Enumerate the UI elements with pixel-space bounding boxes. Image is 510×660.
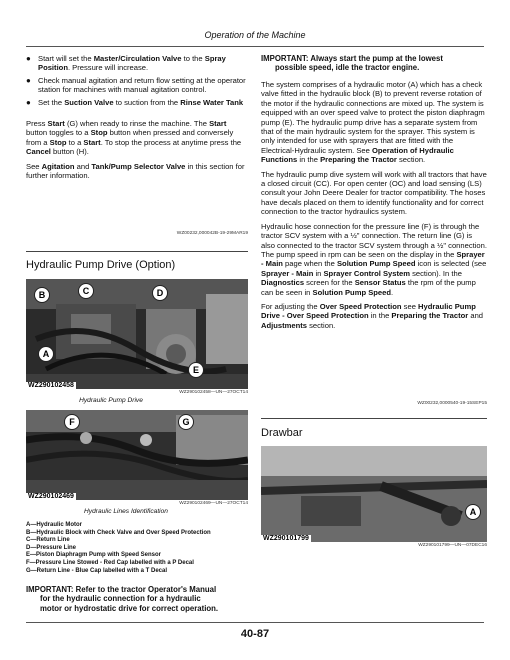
photo-code: WZ290102458 bbox=[28, 382, 74, 389]
compatibility-paragraph: The hydraulic pump dive system will work with all tractors that have a closed circuit (CC). For open center (OC) and load sensing (LS) consult your John Deere Dealer for tractor compatibility. The hoses have decals placed on them to identify functionality and for correct connection to the tractor hydraulics system. bbox=[261, 169, 487, 217]
callout-c: C bbox=[78, 283, 94, 299]
reference-code: WZ00232,0000540-19-15SEP15 bbox=[417, 401, 487, 406]
hydraulic-lines-photo bbox=[26, 410, 248, 500]
callout-f: F bbox=[64, 414, 80, 430]
left-column-text bbox=[26, 54, 248, 185]
photo-code: WZ290101799 bbox=[263, 535, 309, 542]
legend-item: C—Return Line bbox=[26, 537, 70, 544]
page-number: 40-87 bbox=[240, 628, 270, 640]
photo-caption: Hydraulic Pump Drive bbox=[79, 397, 143, 404]
legend-item: D—Pressure Line bbox=[26, 544, 77, 551]
callout-e: E bbox=[188, 362, 204, 378]
bullet-list bbox=[26, 54, 248, 107]
photo-reference: WZ290102469—UN—27OCT14 bbox=[179, 501, 248, 506]
component-legend bbox=[26, 522, 266, 575]
callout-b: B bbox=[34, 287, 50, 303]
section-title-hydraulic-pump-drive: Hydraulic Pump Drive (Option) bbox=[26, 259, 176, 271]
section-title-drawbar: Drawbar bbox=[261, 427, 303, 439]
callout-a: A bbox=[465, 504, 481, 520]
hydraulic-pump-drive-photo bbox=[26, 279, 248, 389]
reference-code: WZ00232,000042B-19-29MAR19 bbox=[176, 231, 248, 236]
over-speed-paragraph: For adjusting the Over Speed Protection see Hydraulic Pump Drive - Over Speed Protection in the Preparing the Tractor and Adjustments section. bbox=[261, 301, 484, 330]
callout-a: A bbox=[38, 346, 54, 362]
photo-reference: WZ290102458—UN—27OCT14 bbox=[179, 390, 248, 395]
photo-code: WZ290102469 bbox=[28, 493, 74, 500]
important-note-bottom: IMPORTANT: Refer to the tractor Operator's Manual for the hydraulic connection for a hydraulic motor or hydrostatic drive for correct operation. bbox=[26, 585, 219, 613]
header-rule bbox=[26, 46, 484, 47]
legend-item: F—Pressure Line Stowed - Red Cap labelled with a P Decal bbox=[26, 559, 194, 566]
pump-drive-illustration bbox=[26, 279, 248, 389]
hose-connection-paragraph: Hydraulic hose connection for the pressure line (F) is through the tractor SCV system with a ½" connection. The return line (G) is also connected to the tractor SCV system through a ½" connection. The pump speed in rpm can be seen on the display in the Sprayer - Main page when the Solution Pump Speed icon is selected (see Sprayer - Main in Sprayer Control System section). In the Diagnostics screen for the Sensor Status the rpm of the pump can be seen in Solution Pump Speed. bbox=[261, 221, 487, 297]
drawbar-photo bbox=[261, 446, 487, 542]
photo-caption: Hydraulic Lines Identification bbox=[84, 508, 168, 515]
drawbar-illustration bbox=[261, 446, 487, 542]
system-description-paragraph: The system comprises of a hydraulic motor (A) which has a check valve fitted in the hydraulic block (B) to prevent reverse rotation of the motor if the hydraulic connections are mixed up. The system is equipped with an over speed valve to protect the piston diaphragm pump (E). The hydraulic pump drive has a separate system from that of the main hydraulic system for the sprayer. This system is only intended for use with sprayers that are fitted with the Electrical-Hydraulic system. See Operation of Hydraulic Functions in the Preparing the Tractor section. bbox=[261, 80, 485, 165]
page-header: Operation of the Machine bbox=[204, 30, 306, 40]
agitation-paragraph: See Agitation and Tank/Pump Selector Valve in this section for further information. bbox=[26, 161, 245, 181]
legend-item: B—Hydraulic Block with Check Valve and Over Speed Protection bbox=[26, 529, 211, 536]
section-rule bbox=[261, 418, 487, 419]
photo-reference: WZ290101799—UN—07DEC16 bbox=[418, 543, 487, 548]
important-note-top: IMPORTANT: Always start the pump at the lowest possible speed, idle the tractor engine. bbox=[261, 54, 443, 73]
callout-g: G bbox=[178, 414, 194, 430]
bullet-item: ● Start will set the Master/Circulation Valve to the Spray Position. Pressure will increase. bbox=[26, 54, 248, 73]
hydraulic-lines-illustration bbox=[26, 410, 248, 500]
section-rule bbox=[26, 251, 248, 252]
right-column-text bbox=[261, 80, 487, 335]
rinse-paragraph: Press Start (G) when ready to rinse the machine. The Start button toggles to a Stop button when pressed and conversely from a Stop to a Start. To stop the process at anytime press the Cancel button (H). bbox=[26, 119, 242, 157]
legend-item: A—Hydraulic Motor bbox=[26, 522, 83, 528]
footer-rule bbox=[26, 622, 484, 623]
legend-item: E—Piston Diaphragm Pump with Speed Sensor bbox=[26, 552, 162, 559]
callout-d: D bbox=[152, 285, 168, 301]
legend-item: G—Return Line - Blue Cap labelled with a T Decal bbox=[26, 567, 168, 574]
bullet-item: ● Check manual agitation and return flow setting at the operator station for machines with manual agitation control. bbox=[26, 76, 248, 95]
bullet-item: ● Set the Suction Valve to suction from the Rinse Water Tank bbox=[26, 98, 248, 107]
